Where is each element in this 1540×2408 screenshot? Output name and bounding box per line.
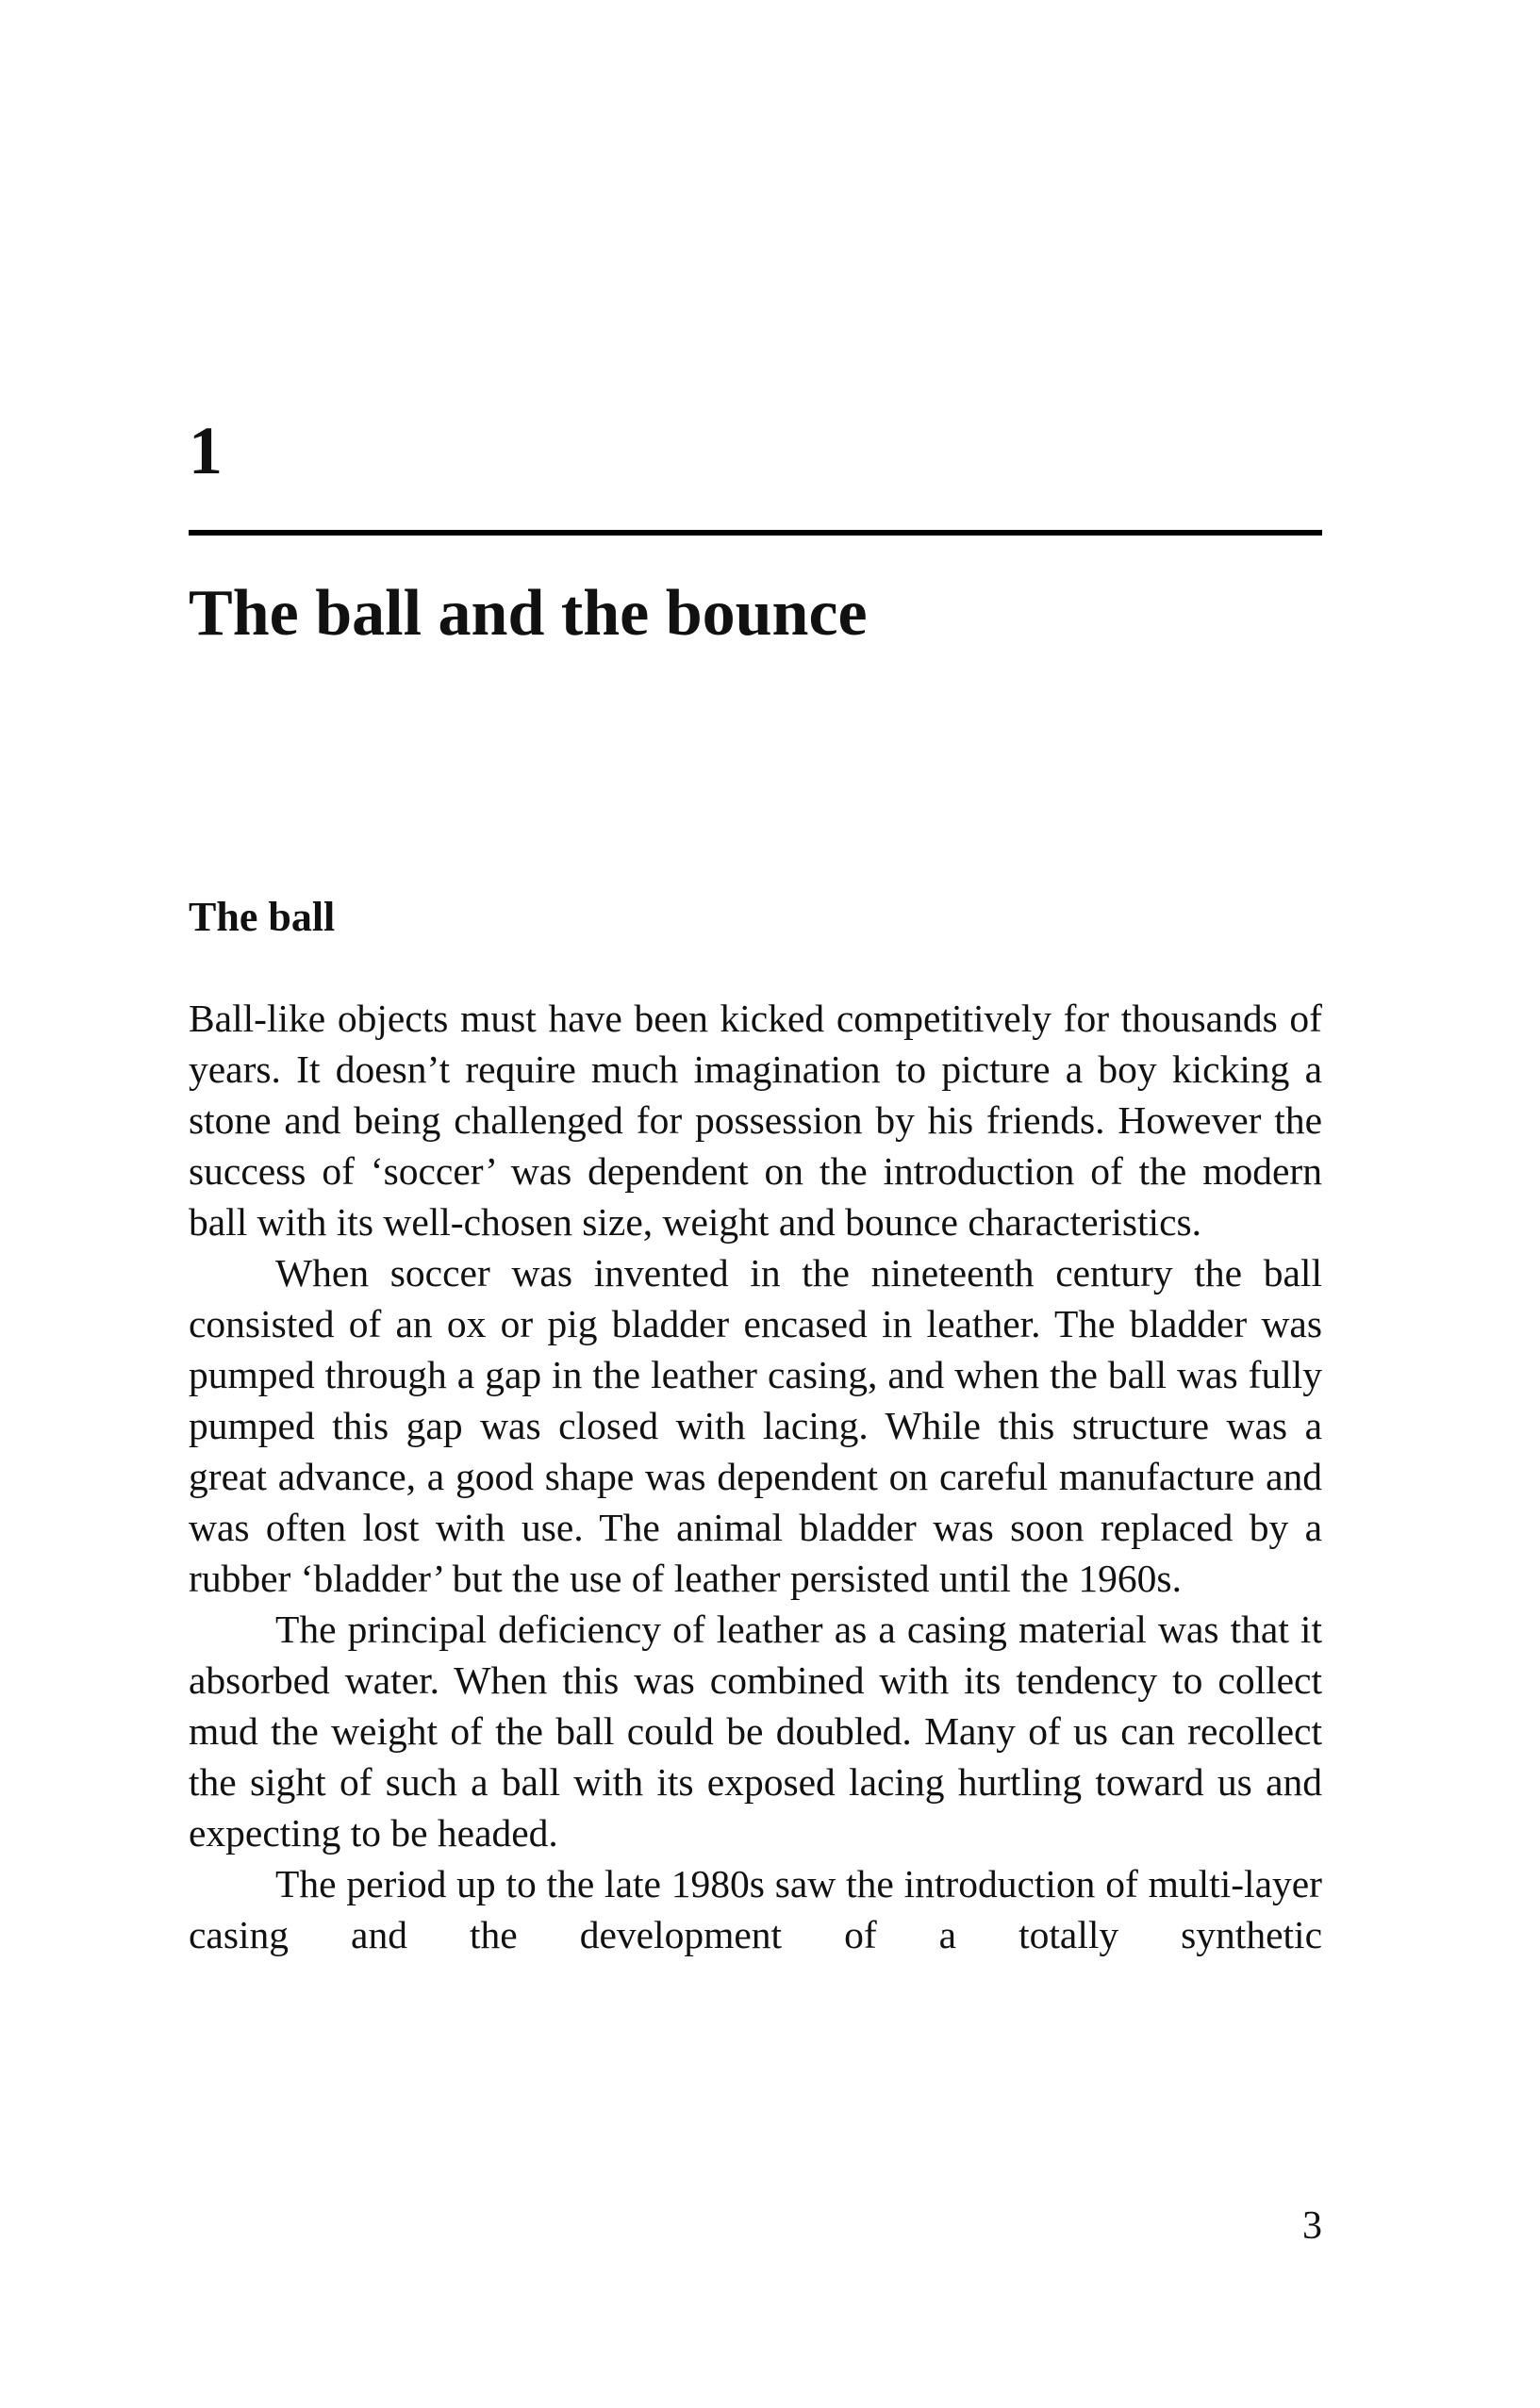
paragraph: The principal deficiency of leather as a casing material was that it absorbed water. When this was combined with its tendency to collect mud the weight of the ball could be doubled. Many of us can recollect the sight of such a ball with its exposed lacing hurtling toward us and expecting to be headed. — [189, 1608, 1322, 1855]
section-heading: The ball — [189, 894, 336, 940]
paragraph: The period up to the late 1980s saw the introduction of multi-layer casing and the development of a totally synthetic — [189, 1862, 1322, 1956]
page-number: 3 — [1302, 2204, 1322, 2248]
body-text — [189, 993, 1322, 1960]
chapter-number: 1 — [189, 413, 223, 488]
chapter-divider — [189, 530, 1322, 536]
paragraph: When soccer was invented in the nineteenth century the ball consisted of an ox or pig bladder encased in leather. The bladder was pumped through a gap in the leather casing, and when the ball was fully pumped this gap was closed with lacing. While this structure was a great advance, a good shape was dependent on careful manufacture and was often lost with use. The animal bladder was soon replaced by a rubber ‘bladder’ but the use of leather persisted until the 1960s. — [189, 1251, 1322, 1600]
paragraph: Ball-like objects must have been kicked competitively for thousands of years. It doesn’t require much imagination to picture a boy kicking a stone and being challenged for possession by his friends. However the success of ‘soccer’ was dependent on the introduction of the modern ball with its well-chosen size, weight and bounce characteristics. — [189, 997, 1322, 1244]
chapter-title: The ball and the bounce — [189, 577, 868, 650]
